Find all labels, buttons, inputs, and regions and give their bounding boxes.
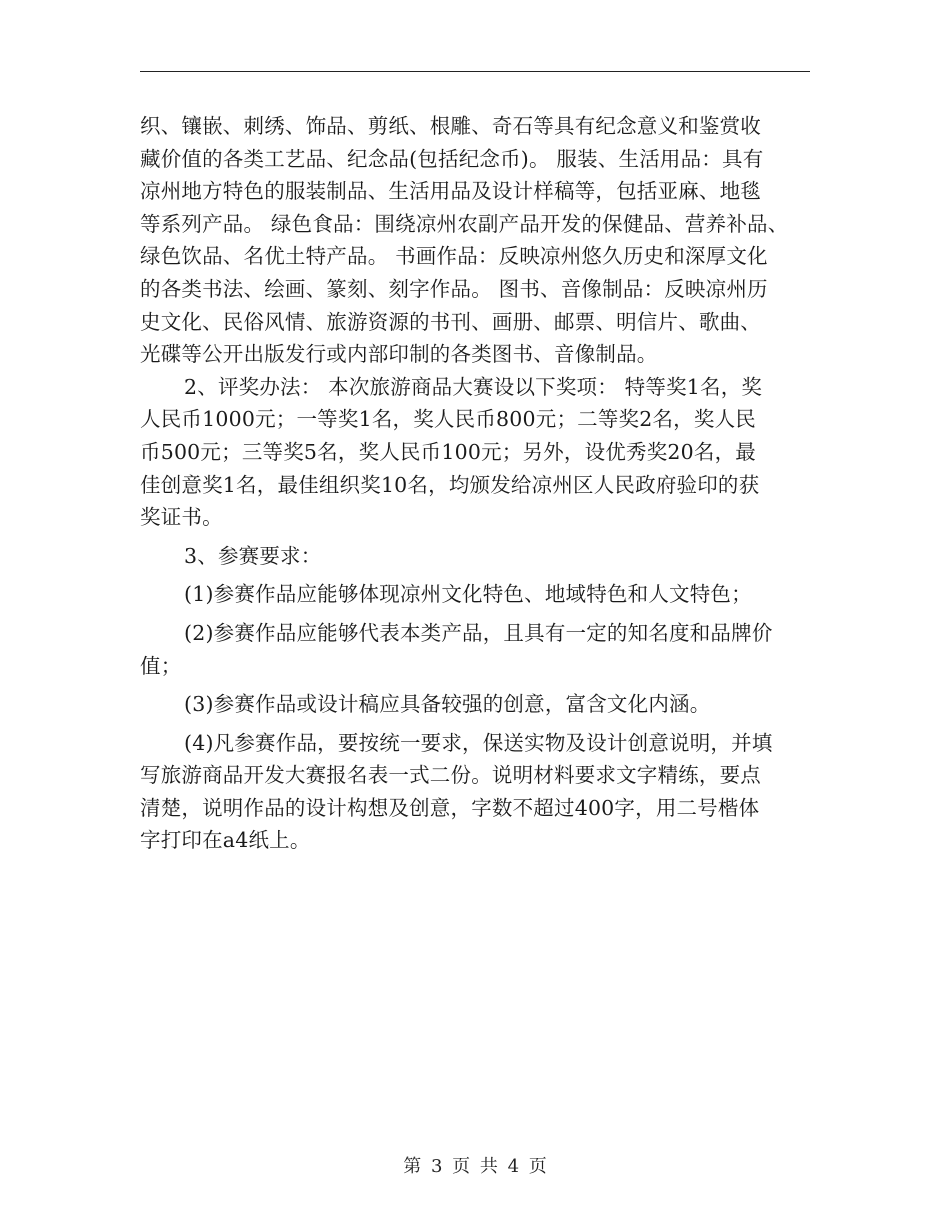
text-line: 史文化、民俗风情、旅游资源的书刊、画册、邮票、明信片、歌曲、 <box>140 309 761 334</box>
document-body <box>140 110 810 857</box>
section-award-method: 2、评奖办法： 本次旅游商品大赛设以下奖项： 特等奖1名，奖 <box>184 374 763 399</box>
text-line: 织、镶嵌、刺绣、饰品、剪纸、根雕、奇石等具有纪念意义和鉴赏收 <box>140 114 761 138</box>
requirement-item-1: (1)参赛作品应能够体现凉州文化特色、地域特色和人文特色； <box>184 582 752 607</box>
requirement-item-2: (2)参赛作品应能够代表本类产品，且具有一定的知名度和品牌价 <box>184 620 773 645</box>
text-line: 奖证书。 <box>140 505 223 530</box>
text-line: 绿色饮品、名优土特产品。 书画作品：反映凉州悠久历史和深厚文化 <box>140 244 768 269</box>
text-line: 人民币1000元；一等奖1名，奖人民币800元；二等奖2名，奖人民 <box>140 407 756 432</box>
header-rule <box>140 71 810 72</box>
text-line: 凉州地方特色的服装制品、生活用品及设计样稿等，包括亚麻、地毯 <box>140 179 761 204</box>
text-line: 清楚，说明作品的设计构想及创意，字数不超过400字，用二号楷体 <box>140 795 760 820</box>
page-number: 第 3 页 共 4 页 <box>403 1156 547 1177</box>
text-line: 写旅游商品开发大赛报名表一式二份。说明材料要求文字精练，要点 <box>140 763 761 788</box>
text-line: 光碟等公开出版发行或内部印制的各类图书、音像制品。 <box>140 342 658 367</box>
text-line: 币500元；三等奖5名，奖人民币100元；另外，设优秀奖20名，最 <box>140 439 756 464</box>
text-line: 值； <box>140 653 182 678</box>
section-requirements-heading: 3、参赛要求： <box>184 543 322 568</box>
text-line: 字打印在a4纸上。 <box>140 828 311 853</box>
text-line: 的各类书法、绘画、篆刻、刻字作品。 图书、音像制品：反映凉州历 <box>140 276 768 301</box>
text-line: 等系列产品。 绿色食品：围绕凉州农副产品开发的保健品、营养补品、 <box>140 211 789 236</box>
requirement-item-4: (4)凡参赛作品，要按统一要求，保送实物及设计创意说明，并填 <box>184 730 773 755</box>
requirement-item-3: (3)参赛作品或设计稿应具备较强的创意，富含文化内涵。 <box>184 692 711 717</box>
text-line: 藏价值的各类工艺品、纪念品(包括纪念币)。 服装、生活用品：具有 <box>140 146 764 171</box>
text-line: 佳创意奖1名，最佳组织奖10名，均颁发给凉州区人民政府验印的获 <box>140 472 760 497</box>
